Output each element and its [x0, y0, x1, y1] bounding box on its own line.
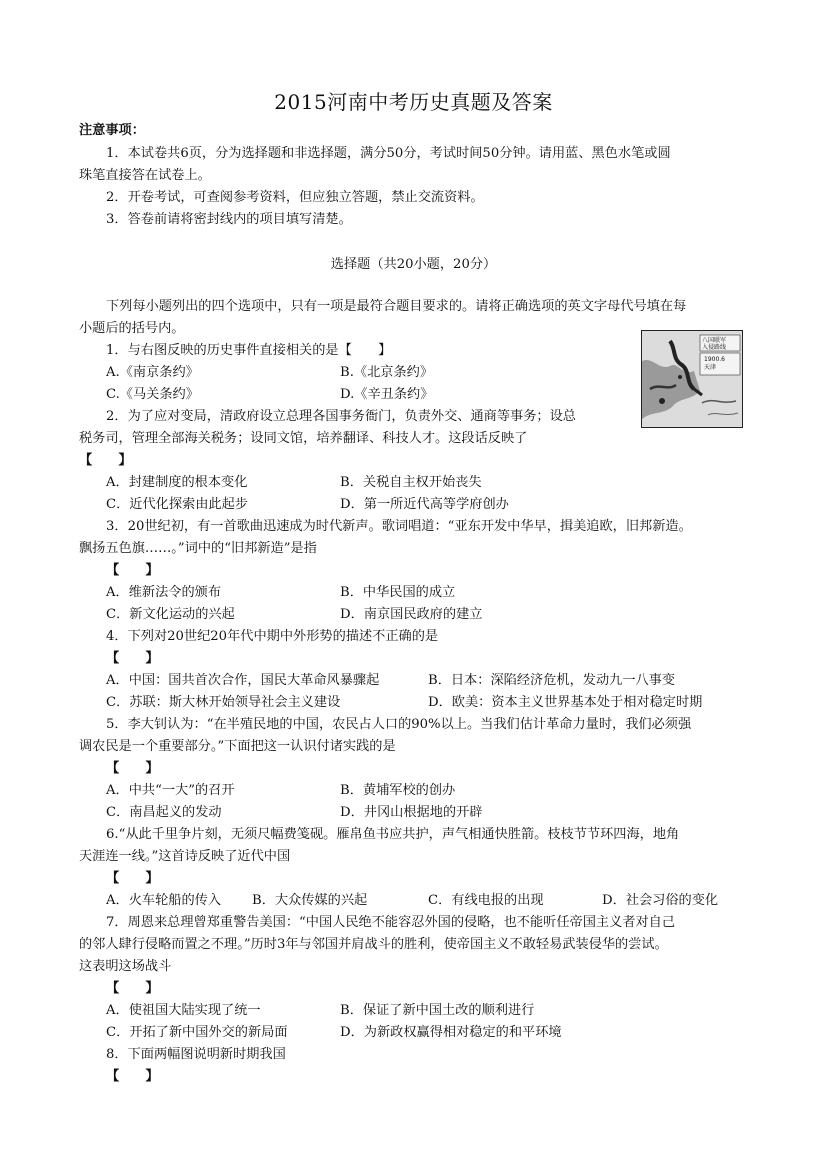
- map-legend-label-2: 入侵路线: [702, 344, 727, 351]
- section-intro-line-1: 下列每小题列出的四个选项中，只有一项是最符合题目要求的。请将正确选项的英文字母代号填在每: [106, 299, 687, 314]
- q4-option-d: D．欧美：资本主义世界基本处于相对稳定时期: [428, 695, 703, 710]
- q4-stem: 4．下列对20世纪20年代中期中外形势的描述不正确的是: [106, 629, 439, 644]
- map-legend-label-3: 1900.6: [704, 356, 725, 363]
- q3-stem-line-1: 3．20世纪初，有一首歌曲迅速成为时代新声。歌词唱道：“亚东开发中华早，揖美追欧，旧邦新造。: [106, 519, 692, 534]
- q6-option-d: D．社会习俗的变化: [602, 893, 719, 908]
- map-legend-label-4: 天津: [704, 364, 717, 371]
- q4-answer-bracket[interactable]: 【 】: [106, 651, 159, 666]
- q1-option-c: C.《马关条约》: [106, 387, 199, 402]
- q3-answer-bracket[interactable]: 【 】: [106, 563, 159, 578]
- q7-stem-line-2: 的邻人肆行侵略而置之不理。”历时3年与邻国并肩战斗的胜利，使帝国主义不敢轻易武装侵华的尝试。: [79, 937, 668, 952]
- q1-option-d: D.《辛丑条约》: [340, 387, 434, 402]
- q4-option-a: A．中国：国共首次合作，国民大革命风暴骤起: [106, 673, 380, 688]
- q6-option-b: B．大众传媒的兴起: [252, 893, 368, 908]
- q6-option-a: A．火车轮船的传入: [106, 893, 222, 908]
- q3-option-c: C．新文化运动的兴起: [106, 607, 235, 622]
- q1-option-a: A.《南京条约》: [106, 365, 199, 380]
- q5-option-b: B．黄埔军校的创办: [340, 783, 456, 798]
- q3-option-a: A．维新法令的颁布: [106, 585, 222, 600]
- notice-heading: 注意事项：: [79, 123, 145, 138]
- q5-option-a: A．中共“一大”的召开: [106, 783, 235, 798]
- map-legend-label-1: 八国联军: [702, 337, 727, 344]
- q5-stem-line-2: 调农民是一个重要部分。”下面把这一认识付诸实践的是: [79, 739, 396, 754]
- q2-option-c: C．近代化探索由此起步: [106, 497, 248, 512]
- q1-stem: 1．与右图反映的历史事件直接相关的是【 】: [106, 343, 392, 358]
- section-heading: 选择题（共20小题，20分）: [330, 257, 497, 272]
- q6-stem-line-1: 6.“从此千里争片刻，无须尺幅费笺砚。雁帛鱼书应共护，声气相通快胜箭。枝枝节节环四海，地角: [106, 827, 680, 842]
- q7-option-a: A．使祖国大陆实现了统一: [106, 1003, 261, 1018]
- q2-answer-bracket[interactable]: 【 】: [79, 453, 132, 468]
- q5-stem-line-1: 5．李大钊认为：“在半殖民地的中国，农民占人口的90%以上。当我们估计革命力量时，我们必须强: [106, 717, 692, 732]
- q7-option-b: B．保证了新中国土改的顺利进行: [340, 1003, 535, 1018]
- q1-option-b: B.《北京条约》: [340, 365, 434, 380]
- notice-item-2: 2．开卷考试，可查阅参考资料，但应独立答题，禁止交流资料。: [106, 190, 484, 205]
- q7-answer-bracket[interactable]: 【 】: [106, 981, 159, 996]
- q8-stem: 8．下面两幅图说明新时期我国: [106, 1047, 286, 1062]
- boxer-expedition-map-image: [641, 330, 743, 428]
- page-title: 2015河南中考历史真题及答案: [274, 90, 553, 114]
- q5-option-c: C．南昌起义的发动: [106, 805, 222, 820]
- q7-option-c: C．开拓了新中国外交的新局面: [106, 1025, 288, 1040]
- q2-option-b: B．关税自主权开始丧失: [340, 475, 482, 490]
- q5-option-d: D．井冈山根据地的开辟: [340, 805, 483, 820]
- q4-option-b: B．日本：深陷经济危机，发动九一八事变: [428, 673, 676, 688]
- q7-stem-line-1: 7．周恩来总理曾郑重警告美国：“中国人民绝不能容忍外国的侵略，也不能听任帝国主义者对自己: [106, 915, 676, 930]
- q2-option-a: A．封建制度的根本变化: [106, 475, 248, 490]
- q5-answer-bracket[interactable]: 【 】: [106, 761, 159, 776]
- q6-stem-line-2: 天涯连一线。”这首诗反映了近代中国: [79, 849, 291, 864]
- section-intro-line-2: 小题后的括号内。: [79, 321, 185, 336]
- notice-item-3: 3．答卷前请将密封线内的项目填写清楚。: [106, 212, 352, 227]
- q8-answer-bracket[interactable]: 【 】: [106, 1069, 159, 1084]
- q4-option-c: C．苏联：斯大林开始领导社会主义建设: [106, 695, 341, 710]
- notice-item-1-line-1: 1．本试卷共6页，分为选择题和非选择题，满分50分，考试时间50分钟。请用蓝、黑色水笔或圆: [106, 146, 671, 161]
- q3-stem-line-2: 飘扬五色旗……。”词中的“旧邦新造”是指: [79, 541, 317, 556]
- q6-option-c: C．有线电报的出现: [428, 893, 544, 908]
- q2-option-d: D．第一所近代高等学府创办: [340, 497, 509, 512]
- notice-item-1-line-2: 珠笔直接答在试卷上。: [79, 168, 211, 183]
- q7-stem-line-3: 这表明这场战斗: [79, 959, 172, 974]
- q3-option-b: B．中华民国的成立: [340, 585, 456, 600]
- q3-option-d: D．南京国民政府的建立: [340, 607, 483, 622]
- q2-stem-line-1: 2．为了应对变局，清政府设立总理各国事务衙门，负责外交、通商等事务；设总: [106, 409, 576, 424]
- q2-stem-line-2: 税务司，管理全部海关税务；设同文馆，培养翻译、科技人才。这段话反映了: [79, 431, 528, 446]
- q6-answer-bracket[interactable]: 【 】: [106, 871, 159, 886]
- q7-option-d: D．为新政权赢得相对稳定的和平环境: [340, 1025, 562, 1040]
